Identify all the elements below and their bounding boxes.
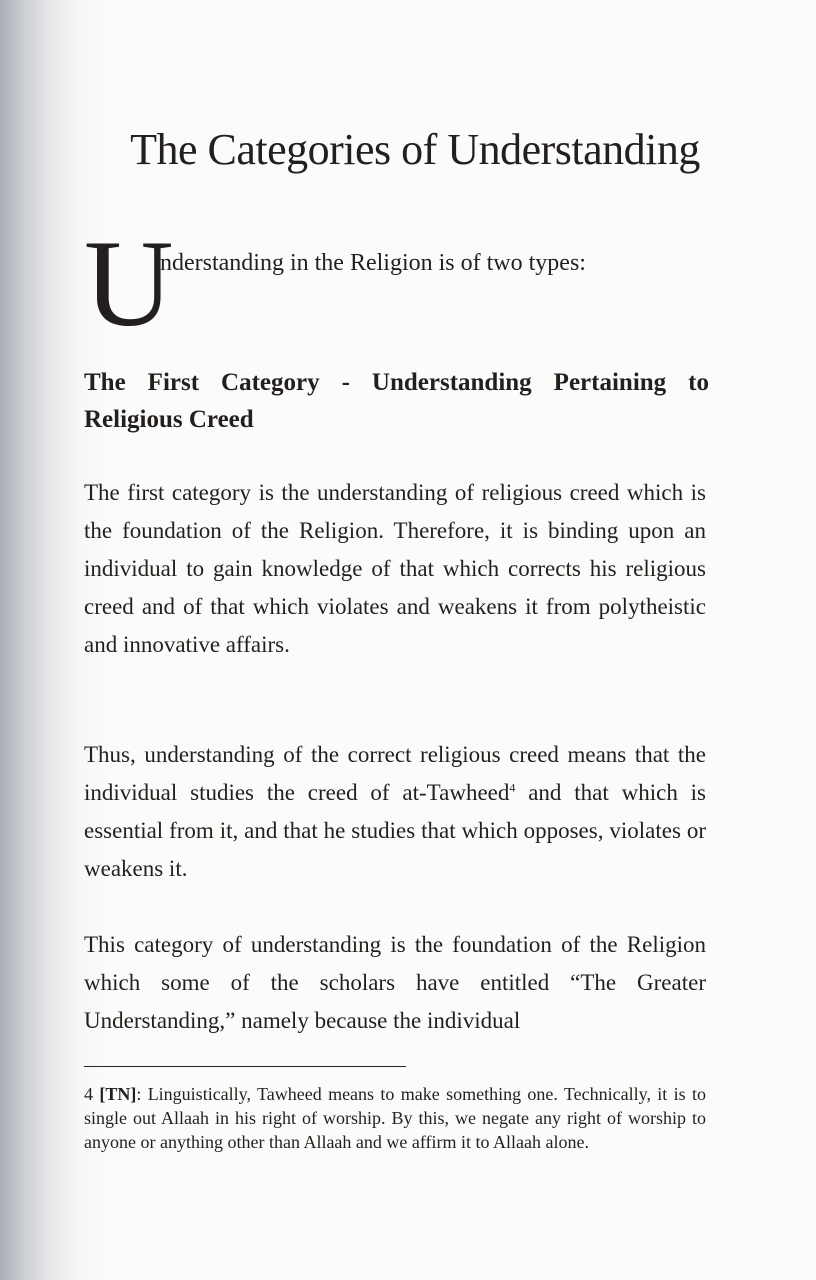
- drop-cap: U: [84, 215, 174, 352]
- paragraph-1: The first category is the understanding of religious creed which is the foundation of the Religion. Therefore, it is binding upon an individual to gain knowledge of that which corrects his religious creed and of that which violates and weakens it from polytheistic and innovative affairs.: [84, 480, 706, 657]
- paragraph-2-text-b: and that which is essential from it, and that he studies that which opposes, violates or weakens it.: [84, 780, 707, 881]
- footnote-number: 4: [84, 1084, 93, 1104]
- chapter-title: The Categories of Understanding: [130, 125, 700, 174]
- footnote-tag: [TN]: [99, 1084, 137, 1104]
- intro-text: nderstanding in the Religion is of two types:: [160, 250, 586, 276]
- paragraph-3: This category of understanding is the foundation of the Religion which some of the scholars have entitled “The Greater Understanding,” namely because the individual: [84, 932, 706, 1033]
- footnote-text: : Linguistically, Tawheed means to make something one. Technically, it is to single out Allaah in his right of worship. By this, we negate any right of worship to anyone or anything other than Allaah and we affirm it to Allaah alone.: [84, 1084, 706, 1152]
- section-heading: The First Category - Understanding Pertaining to Religious Creed: [84, 369, 709, 433]
- footnote-reference: 4: [509, 780, 516, 795]
- paragraph-2-text-a: Thus, understanding of the correct religious creed means that the individual studies the creed of at-Tawheed: [84, 742, 706, 805]
- footnote-divider: [84, 1066, 406, 1067]
- paragraph-2: [84, 736, 706, 888]
- footnote: [84, 1082, 706, 1154]
